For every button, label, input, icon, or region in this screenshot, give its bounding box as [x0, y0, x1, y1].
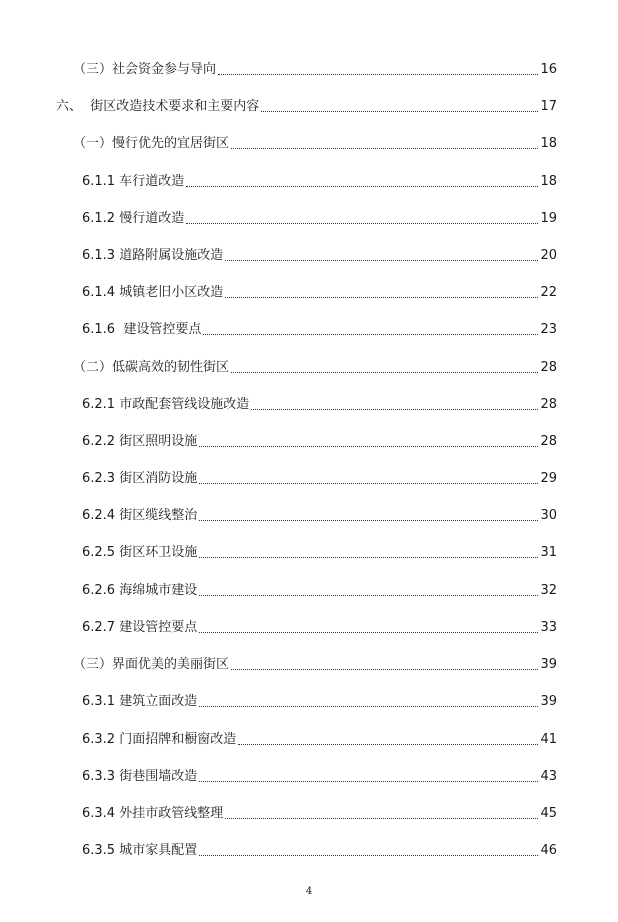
toc-entry-page: 41 — [540, 732, 557, 747]
toc-entry-label: （三）界面优美的美丽街区 — [73, 657, 230, 672]
toc-entry-label: 6.1.2 慢行道改造 — [82, 211, 185, 226]
toc-entry-label: 6.1.6 建设管控要点 — [82, 322, 202, 337]
toc-entry-page: 28 — [540, 360, 557, 375]
dot-leader — [199, 631, 538, 633]
toc-entry[interactable] — [82, 504, 557, 524]
dot-leader — [261, 110, 538, 112]
page-number: 4 — [305, 886, 313, 897]
dot-leader — [231, 668, 538, 670]
toc-entry-page: 18 — [540, 174, 557, 189]
toc-entry-page: 28 — [540, 397, 557, 412]
dot-leader — [199, 780, 538, 782]
dot-leader — [199, 854, 538, 856]
dot-leader — [199, 482, 538, 484]
toc-entry-page: 19 — [540, 211, 557, 226]
toc-entry-page: 23 — [540, 322, 557, 337]
toc-entry-page: 28 — [540, 434, 557, 449]
toc-entry[interactable] — [82, 765, 557, 785]
dot-leader — [225, 259, 538, 261]
toc-entry-page: 39 — [540, 694, 557, 709]
toc-entry-page: 46 — [540, 843, 557, 858]
toc-entry-page: 16 — [540, 62, 557, 77]
toc-entry-page: 22 — [540, 285, 557, 300]
toc-entry-label: 6.3.4 外挂市政管线整理 — [82, 806, 224, 821]
dot-leader — [231, 147, 538, 149]
toc-entry-page: 43 — [540, 769, 557, 784]
dot-leader — [238, 743, 538, 745]
dot-leader — [186, 185, 538, 187]
toc-entry[interactable] — [82, 616, 557, 636]
dot-leader — [186, 222, 538, 224]
toc-entry-label: 6.2.3 街区消防设施 — [82, 471, 198, 486]
dot-leader — [199, 556, 538, 558]
toc-entry-label: 6.3.5 城市家具配置 — [82, 843, 198, 858]
toc-entry[interactable] — [82, 170, 557, 190]
dot-leader — [225, 296, 538, 298]
toc-entry-label: 6.1.4 城镇老旧小区改造 — [82, 285, 224, 300]
toc-entry[interactable] — [82, 244, 557, 264]
toc-entry-label: 6.2.5 街区环卫设施 — [82, 545, 198, 560]
dot-leader — [199, 445, 538, 447]
toc-entry[interactable] — [82, 207, 557, 227]
toc-entry-page: 17 — [540, 99, 557, 114]
toc-entry-label: 6.1.1 车行道改造 — [82, 174, 185, 189]
toc-entry-page: 31 — [540, 545, 557, 560]
toc-entry-label: （二）低碳高效的韧性街区 — [73, 360, 230, 375]
toc-entry[interactable] — [73, 356, 557, 376]
toc-entry-label: 6.3.1 建筑立面改造 — [82, 694, 198, 709]
toc-entry[interactable] — [82, 728, 557, 748]
dot-leader — [251, 408, 538, 410]
toc-entry[interactable] — [82, 839, 557, 859]
dot-leader — [199, 594, 538, 596]
toc-entry[interactable] — [56, 95, 557, 115]
toc-entry-page: 39 — [540, 657, 557, 672]
toc-entry-label: 6.3.2 门面招牌和橱窗改造 — [82, 732, 237, 747]
dot-leader — [203, 333, 538, 335]
toc-entry[interactable] — [82, 541, 557, 561]
toc-entry[interactable] — [82, 467, 557, 487]
toc-entry[interactable] — [82, 393, 557, 413]
toc-entry-page: 33 — [540, 620, 557, 635]
toc-entry-label: （三）社会资金参与导向 — [73, 62, 217, 77]
dot-leader — [225, 817, 538, 819]
toc-entry-label: 6.2.1 市政配套管线设施改造 — [82, 397, 250, 412]
toc-entry[interactable] — [82, 579, 557, 599]
toc-entry-page: 30 — [540, 508, 557, 523]
toc-entry-page: 18 — [540, 136, 557, 151]
toc-entry-label: 6.2.4 街区缆线整治 — [82, 508, 198, 523]
toc-entry-page: 20 — [540, 248, 557, 263]
dot-leader — [218, 73, 538, 75]
toc-entry[interactable] — [82, 318, 557, 338]
toc-entry-label: （一）慢行优先的宜居街区 — [73, 136, 230, 151]
dot-leader — [199, 705, 538, 707]
toc-entry[interactable] — [82, 802, 557, 822]
toc-entry-page: 29 — [540, 471, 557, 486]
toc-entry-label: 六、 街区改造技术要求和主要内容 — [56, 99, 260, 114]
toc-entry[interactable] — [73, 58, 557, 78]
toc-entry[interactable] — [82, 430, 557, 450]
toc-entry-label: 6.2.6 海绵城市建设 — [82, 583, 198, 598]
toc-entry-label: 6.3.3 街巷围墙改造 — [82, 769, 198, 784]
toc-entry-label: 6.2.2 街区照明设施 — [82, 434, 198, 449]
toc-entry[interactable] — [73, 132, 557, 152]
dot-leader — [199, 519, 538, 521]
toc-entry-label: 6.2.7 建设管控要点 — [82, 620, 198, 635]
dot-leader — [231, 371, 538, 373]
toc-entry-label: 6.1.3 道路附属设施改造 — [82, 248, 224, 263]
toc-entry[interactable] — [82, 281, 557, 301]
toc-entry-page: 32 — [540, 583, 557, 598]
toc-entry-page: 45 — [540, 806, 557, 821]
toc-entry[interactable] — [82, 690, 557, 710]
toc-entry[interactable] — [73, 653, 557, 673]
